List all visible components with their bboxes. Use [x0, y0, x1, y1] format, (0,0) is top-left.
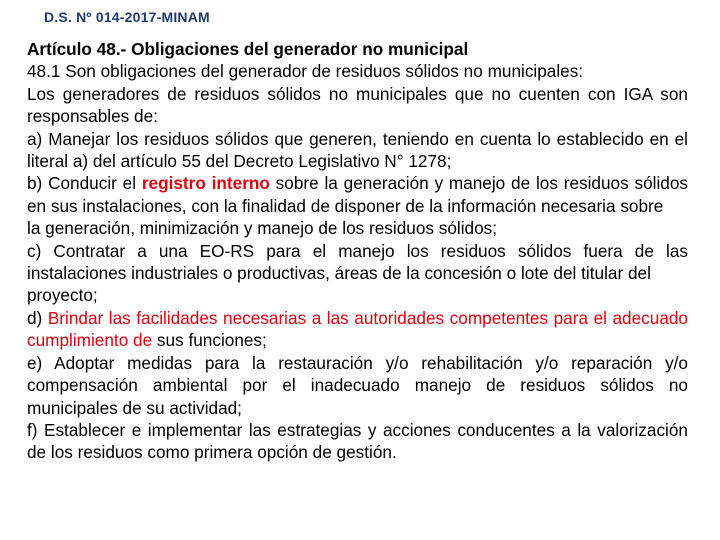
article-body — [27, 38, 688, 464]
item-e: e) Adoptar medidas para la restauración y/o rehabilitación y/o reparación y/o compensación ambiental por el inadecuado manejo de residuos sólidos no municipales de su actividad; — [27, 352, 688, 418]
paragraph-48-1: 48.1 Son obligaciones del generador de residuos sólidos no municipales: — [27, 61, 584, 82]
item-b-continuation: la generación, minimización y manejo de los residuos sólidos; — [27, 218, 498, 239]
item-b-suffix: sobre la generación y manejo de los residuos sólidos en sus instalaciones, con la finalidad de disponer de la información necesaria sobre — [27, 173, 688, 216]
item-a: a) Manejar los residuos sólidos que generen, teniendo en cuenta lo establecido en el literal a) del artículo 55 del Decreto Legislativo N° 1278; — [27, 128, 688, 172]
item-c: c) Contratar a una EO-RS para el manejo los residuos sólidos fuera de las instalaciones industriales o productivas, áreas de la concesión o lote del titular del — [27, 240, 688, 284]
item-d-prefix: d) — [27, 307, 48, 328]
item-b — [27, 172, 688, 217]
article-title: Artículo 48.- Obligaciones del generador no municipal — [27, 39, 469, 59]
item-f: f) Establecer e implementar las estrategias y acciones conducentes a la valorización de los residuos como primera opción de gestión. — [27, 419, 688, 463]
paragraph-iga: Los generadores de residuos sólidos no municipales que no cuenten con IGA son responsables de: — [27, 83, 688, 127]
item-b-prefix: b) Conducir el — [27, 173, 142, 194]
item-c-continuation: proyecto; — [27, 285, 98, 306]
item-d-highlight: Brindar las facilidades necesarias a las autoridades competentes para el adecuado cumplimiento de — [27, 307, 688, 351]
document-header: D.S. Nº 014-2017-MINAM — [44, 9, 210, 25]
item-b-highlight: registro interno — [141, 173, 270, 194]
item-d — [27, 307, 688, 352]
item-d-suffix: sus funciones; — [152, 330, 267, 351]
